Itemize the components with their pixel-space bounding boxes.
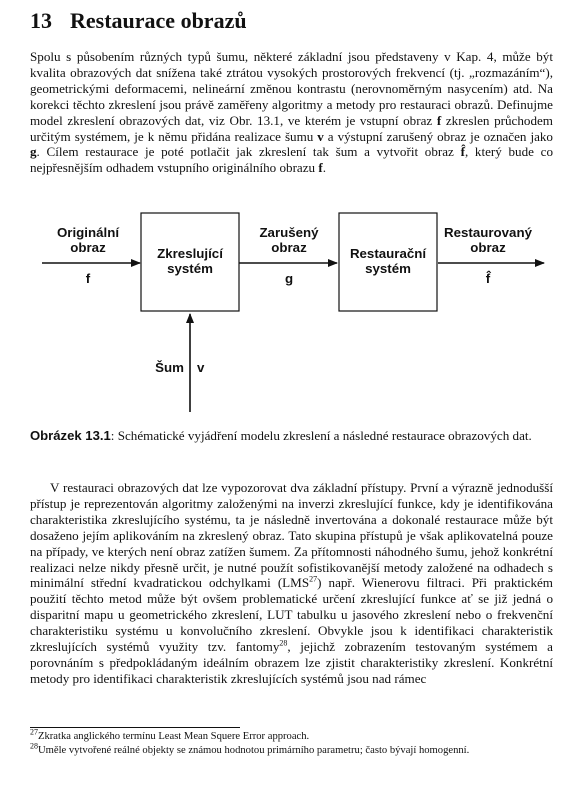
chapter-number: 13 — [30, 8, 52, 33]
footnote-ref: 27 — [309, 575, 318, 585]
figure-label: Obrázek 13.1 — [30, 428, 111, 443]
noisy-label: obraz — [271, 240, 307, 255]
intro-text: a výstupní zarušený obraz je označen jako — [323, 128, 553, 144]
output-label: Restaurovaný — [444, 225, 532, 240]
body-text: V restauraci obrazových dat lze vypozorovat dva základní přístupy. První a výrazně jednodušší přístup je reprezentován algoritmy založenými na inverzi zkreslující funkce, kdy je identifikována charakteristika zkreslujícího systému, ta je následně invertována a dokonalé restaurace může být dosaženo jejím aplikováním na zkreslený obraz. Tato skupina přístupů je však aplikovatelná pouze na případy, ve kterých není obraz zatížen šumem. Za přítomnosti náhodného šumu, jehož konkrétní realizaci nelze nikdy přesně určit, je nutné použít sofistikovanější metody založené na odhadech s minimální střední kvadratickou odchylkami (LMS — [30, 480, 553, 591]
footnote-divider — [30, 727, 240, 728]
symbol-f-hat: f̂ — [460, 144, 465, 160]
output-label: obraz — [470, 240, 506, 255]
input-symbol: f — [85, 271, 91, 286]
footnote-text: Uměle vytvořené reálné objekty se známou hodnotou primárního parametru; často bývají homogenní. — [38, 745, 470, 756]
body-text: ) např. Wienerovu filtraci. Při praktickém použití těchto metod může být ovšem problematické určení zkreslující funkce ať se již jedná o disparitní mapu u geometrického zkreslení, LUT tabulku u jasového zkreslení nebo o frekvenční charakteristiku systému u konvolučního zkreslení. Obvykle jsou k identifikaci charakteristik zkreslujících systémů využity tzv. fantomy — [30, 575, 553, 655]
intro-paragraph — [30, 49, 553, 176]
symbol-f: f — [436, 112, 442, 128]
noisy-label: Zarušený — [259, 225, 319, 240]
input-label: Originální — [56, 225, 120, 240]
output-symbol: f̂ — [485, 271, 491, 286]
noisy-symbol: g — [284, 271, 294, 286]
intro-text: . — [322, 160, 327, 176]
intro-text: zkreslen průchodem určitým systémem, je k němu přidána realizace šumu — [30, 112, 553, 144]
footnote-mark: 28 — [30, 741, 38, 751]
footnote — [30, 727, 560, 744]
body-text: , jejichž zobrazením testovaným systémem a porovnáním s předpokládaným ideálním obrazem lze zjistit charakteristiky zkreslení. Konkrétní metody pro identifikaci charakteristik zkreslujících systémů jsou nad rámec — [30, 639, 553, 686]
block2-label: systém — [365, 261, 411, 276]
footnote-mark: 27 — [30, 727, 38, 737]
symbol-f: f — [318, 160, 323, 176]
footnotes — [30, 727, 560, 758]
intro-text: , který bude co nejpřesnějším odhadem vstupního originálního obrazu — [30, 144, 553, 176]
chapter-heading — [30, 8, 247, 34]
caption-text: : Schématické vyjádření modelu zkreslení a následné restaurace obrazových dat. — [110, 428, 532, 443]
intro-text: Spolu s působením různých typů šumu, některé základní jsou představeny v Kap. 4, může být kvalita obrazových dat snížena také ztrátou vysokých prostorových frekvencí (tj. „rozmazáním“), geometrickými deformacemi, nelineární změnou kontrastu (nerovnoměrným nasycením) atd. Na korekci těchto zkreslení jsou právě zaměřeny algoritmy a metody pro restauraci obrazů. Definujme model zkreslení obrazových dat, viz Obr. 13.1, ve kterém je vstupní obraz — [30, 49, 553, 128]
block1-label: systém — [167, 261, 213, 276]
chapter-title: Restaurace obrazů — [70, 8, 247, 33]
body-paragraph — [30, 480, 553, 687]
footnote — [30, 741, 560, 758]
intro-text: . Cílem restaurace je poté potlačit jak zkreslení tak šum a vytvořit obraz — [36, 144, 461, 160]
restoration-model-diagram — [38, 208, 558, 418]
block1-label: Zkreslující — [157, 246, 223, 261]
block2-label: Restaurační — [349, 246, 427, 261]
footnote-ref: 28 — [279, 638, 288, 648]
input-label: obraz — [70, 240, 106, 255]
symbol-v: v — [317, 128, 324, 144]
noise-symbol: v — [197, 360, 205, 375]
symbol-g: g — [30, 144, 37, 160]
noise-label: Šum — [155, 360, 184, 375]
footnote-text: Zkratka anglického termínu Least Mean Squere Error approach. — [38, 731, 310, 742]
figure-caption — [30, 428, 553, 444]
